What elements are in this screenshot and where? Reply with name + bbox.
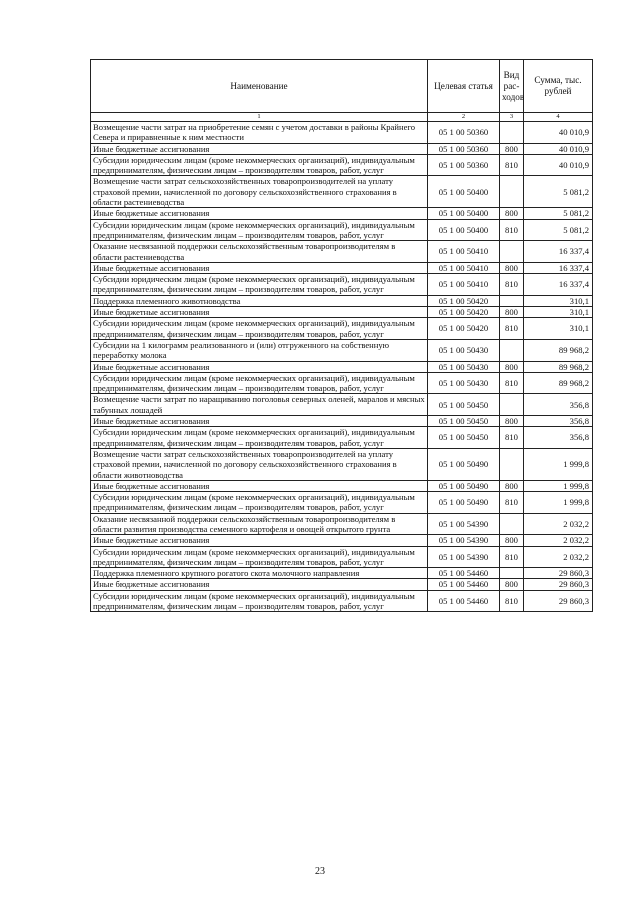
- row-name: Субсидии юридическим лицам (кроме некоммерческих организаций), индивидуальным предпринимателям, физическим лицам – производителям товаров, работ, услуг: [91, 274, 428, 296]
- table-row: [91, 394, 593, 416]
- table-body: [91, 122, 593, 612]
- row-code: 05 1 00 54390: [428, 546, 500, 568]
- table-row: [91, 318, 593, 340]
- row-amount: 16 337,4: [524, 241, 593, 263]
- header-amount: Сумма, тыс. рублей: [524, 60, 593, 113]
- row-name: Субсидии юридическим лицам (кроме некоммерческих организаций), индивидуальным предпринимателям, физическим лицам – производителям товаров, работ, услуг: [91, 546, 428, 568]
- row-kind: 810: [500, 318, 524, 340]
- table-row: [91, 372, 593, 394]
- table-row: [91, 154, 593, 176]
- header-index-row: [91, 113, 593, 122]
- row-kind: [500, 241, 524, 263]
- row-amount: 356,8: [524, 394, 593, 416]
- row-kind: 800: [500, 262, 524, 273]
- table-row: [91, 307, 593, 318]
- table-row: [91, 568, 593, 579]
- row-amount: 356,8: [524, 427, 593, 449]
- row-kind: [500, 513, 524, 535]
- row-code: 05 1 00 50450: [428, 416, 500, 427]
- row-name: Субсидии юридическим лицам (кроме некоммерческих организаций), индивидуальным предпринимателям, физическим лицам – производителям товаров, работ, услуг: [91, 154, 428, 176]
- row-kind: 800: [500, 307, 524, 318]
- row-amount: 16 337,4: [524, 262, 593, 273]
- row-kind: 810: [500, 274, 524, 296]
- header-index-2: 2: [428, 113, 500, 122]
- row-code: 05 1 00 50360: [428, 154, 500, 176]
- row-name: Оказание несвязанной поддержки сельскохозяйственным товаропроизводителям в области растениеводства: [91, 241, 428, 263]
- row-code: 05 1 00 54460: [428, 568, 500, 579]
- table-row: [91, 416, 593, 427]
- row-code: 05 1 00 50450: [428, 394, 500, 416]
- row-name: Субсидии юридическим лицам (кроме некоммерческих организаций), индивидуальным предпринимателям, физическим лицам – производителям товаров, работ, услуг: [91, 219, 428, 241]
- row-kind: 800: [500, 143, 524, 154]
- row-kind: 810: [500, 546, 524, 568]
- row-amount: 310,1: [524, 318, 593, 340]
- budget-table: [90, 59, 593, 612]
- row-name: Иные бюджетные ассигнования: [91, 480, 428, 491]
- row-code: 05 1 00 50400: [428, 176, 500, 208]
- row-code: 05 1 00 50450: [428, 427, 500, 449]
- row-code: 05 1 00 50360: [428, 122, 500, 144]
- row-amount: 310,1: [524, 307, 593, 318]
- row-amount: 1 999,8: [524, 448, 593, 480]
- table-row: [91, 262, 593, 273]
- row-name: Субсидии юридическим лицам (кроме некоммерческих организаций), индивидуальным предпринимателям, физическим лицам – производителям товаров, работ, услуг: [91, 427, 428, 449]
- row-name: Субсидии юридическим лицам (кроме некоммерческих организаций), индивидуальным предпринимателям, физическим лицам – производителям товаров, работ, услуг: [91, 590, 428, 612]
- table-row: [91, 448, 593, 480]
- table-row: [91, 219, 593, 241]
- row-name: Возмещение части затрат сельскохозяйственных товаропроизводителей на уплату страховой премии, начисленной по договору сельскохозяйственного страхования в области животноводства: [91, 448, 428, 480]
- header-row: [91, 60, 593, 113]
- row-name: Субсидии на 1 килограмм реализованного и (или) отгруженного на собственную переработку молока: [91, 339, 428, 361]
- header-index-3: 3: [500, 113, 524, 122]
- table-row: [91, 361, 593, 372]
- row-code: 05 1 00 50410: [428, 241, 500, 263]
- row-amount: 1 999,8: [524, 480, 593, 491]
- table-row: [91, 480, 593, 491]
- row-amount: 5 081,2: [524, 219, 593, 241]
- page-number: 23: [315, 866, 325, 877]
- table-row: [91, 241, 593, 263]
- row-amount: 89 968,2: [524, 372, 593, 394]
- row-name: Иные бюджетные ассигнования: [91, 208, 428, 219]
- row-kind: [500, 176, 524, 208]
- row-name: Поддержка племенного крупного рогатого скота молочного направления: [91, 568, 428, 579]
- table-row: [91, 492, 593, 514]
- row-amount: 356,8: [524, 416, 593, 427]
- row-amount: 16 337,4: [524, 274, 593, 296]
- row-amount: 29 860,3: [524, 568, 593, 579]
- header-code: Целевая статья: [428, 60, 500, 113]
- row-kind: [500, 122, 524, 144]
- table-row: [91, 274, 593, 296]
- row-kind: 800: [500, 208, 524, 219]
- row-kind: 810: [500, 492, 524, 514]
- row-name: Возмещение части затрат сельскохозяйственных товаропроизводителей на уплату страховой премии, начисленной по договору сельскохозяйственного страхования в области растениеводства: [91, 176, 428, 208]
- row-amount: 5 081,2: [524, 208, 593, 219]
- row-kind: 800: [500, 416, 524, 427]
- row-name: Поддержка племенного животноводства: [91, 295, 428, 306]
- row-kind: [500, 568, 524, 579]
- table-row: [91, 427, 593, 449]
- row-code: 05 1 00 50400: [428, 208, 500, 219]
- table-row: [91, 122, 593, 144]
- row-name: Иные бюджетные ассигнования: [91, 307, 428, 318]
- table-row: [91, 295, 593, 306]
- row-code: 05 1 00 50490: [428, 492, 500, 514]
- row-kind: [500, 394, 524, 416]
- row-code: 05 1 00 50420: [428, 307, 500, 318]
- row-amount: 40 010,9: [524, 143, 593, 154]
- row-kind: 800: [500, 535, 524, 546]
- table-row: [91, 579, 593, 590]
- row-amount: 1 999,8: [524, 492, 593, 514]
- row-code: 05 1 00 54390: [428, 513, 500, 535]
- row-code: 05 1 00 50420: [428, 318, 500, 340]
- row-name: Иные бюджетные ассигнования: [91, 579, 428, 590]
- row-name: Иные бюджетные ассигнования: [91, 361, 428, 372]
- row-code: 05 1 00 54390: [428, 535, 500, 546]
- row-amount: 40 010,9: [524, 122, 593, 144]
- row-kind: [500, 295, 524, 306]
- table-row: [91, 339, 593, 361]
- row-kind: 810: [500, 219, 524, 241]
- row-code: 05 1 00 50410: [428, 262, 500, 273]
- row-kind: [500, 448, 524, 480]
- table-row: [91, 546, 593, 568]
- row-name: Субсидии юридическим лицам (кроме некоммерческих организаций), индивидуальным предпринимателям, физическим лицам – производителям товаров, работ, услуг: [91, 492, 428, 514]
- row-amount: 29 860,3: [524, 590, 593, 612]
- row-name: Иные бюджетные ассигнования: [91, 262, 428, 273]
- row-kind: 810: [500, 427, 524, 449]
- table-row: [91, 176, 593, 208]
- row-kind: 800: [500, 480, 524, 491]
- row-amount: 310,1: [524, 295, 593, 306]
- row-code: 05 1 00 54460: [428, 579, 500, 590]
- row-code: 05 1 00 50490: [428, 480, 500, 491]
- row-name: Возмещение части затрат на приобретение семян с учетом доставки в районы Крайнего Севера и приравненные к ним местности: [91, 122, 428, 144]
- row-code: 05 1 00 50400: [428, 219, 500, 241]
- table-row: [91, 143, 593, 154]
- row-amount: 89 968,2: [524, 361, 593, 372]
- row-code: 05 1 00 50430: [428, 339, 500, 361]
- row-amount: 5 081,2: [524, 176, 593, 208]
- table-row: [91, 535, 593, 546]
- row-kind: 810: [500, 372, 524, 394]
- row-name: Субсидии юридическим лицам (кроме некоммерческих организаций), индивидуальным предпринимателям, физическим лицам – производителям товаров, работ, услуг: [91, 372, 428, 394]
- row-code: 05 1 00 50430: [428, 372, 500, 394]
- row-name: Иные бюджетные ассигнования: [91, 143, 428, 154]
- row-code: 05 1 00 50420: [428, 295, 500, 306]
- row-code: 05 1 00 50430: [428, 361, 500, 372]
- row-kind: 810: [500, 590, 524, 612]
- row-kind: 800: [500, 361, 524, 372]
- table-header: [91, 60, 593, 122]
- header-index-4: 4: [524, 113, 593, 122]
- row-amount: 2 032,2: [524, 513, 593, 535]
- row-name: Возмещение части затрат по наращиванию поголовья северных оленей, маралов и мясных табунных лошадей: [91, 394, 428, 416]
- table-row: [91, 208, 593, 219]
- row-amount: 2 032,2: [524, 535, 593, 546]
- row-name: Оказание несвязанной поддержки сельскохозяйственным товаропроизводителям в области развития производства семенного картофеля и овощей открытого грунта: [91, 513, 428, 535]
- row-amount: 40 010,9: [524, 154, 593, 176]
- header-index-1: 1: [91, 113, 428, 122]
- row-amount: 29 860,3: [524, 579, 593, 590]
- row-name: Иные бюджетные ассигнования: [91, 416, 428, 427]
- row-code: 05 1 00 50360: [428, 143, 500, 154]
- row-code: 05 1 00 50410: [428, 274, 500, 296]
- row-kind: 810: [500, 154, 524, 176]
- row-kind: [500, 339, 524, 361]
- header-name: Наименование: [91, 60, 428, 113]
- row-code: 05 1 00 50490: [428, 448, 500, 480]
- header-kind: Вид рас-ходов: [500, 60, 524, 113]
- table-row: [91, 590, 593, 612]
- row-kind: 800: [500, 579, 524, 590]
- row-name: Иные бюджетные ассигнования: [91, 535, 428, 546]
- row-amount: 89 968,2: [524, 339, 593, 361]
- row-code: 05 1 00 54460: [428, 590, 500, 612]
- table-row: [91, 513, 593, 535]
- row-amount: 2 032,2: [524, 546, 593, 568]
- row-name: Субсидии юридическим лицам (кроме некоммерческих организаций), индивидуальным предпринимателям, физическим лицам – производителям товаров, работ, услуг: [91, 318, 428, 340]
